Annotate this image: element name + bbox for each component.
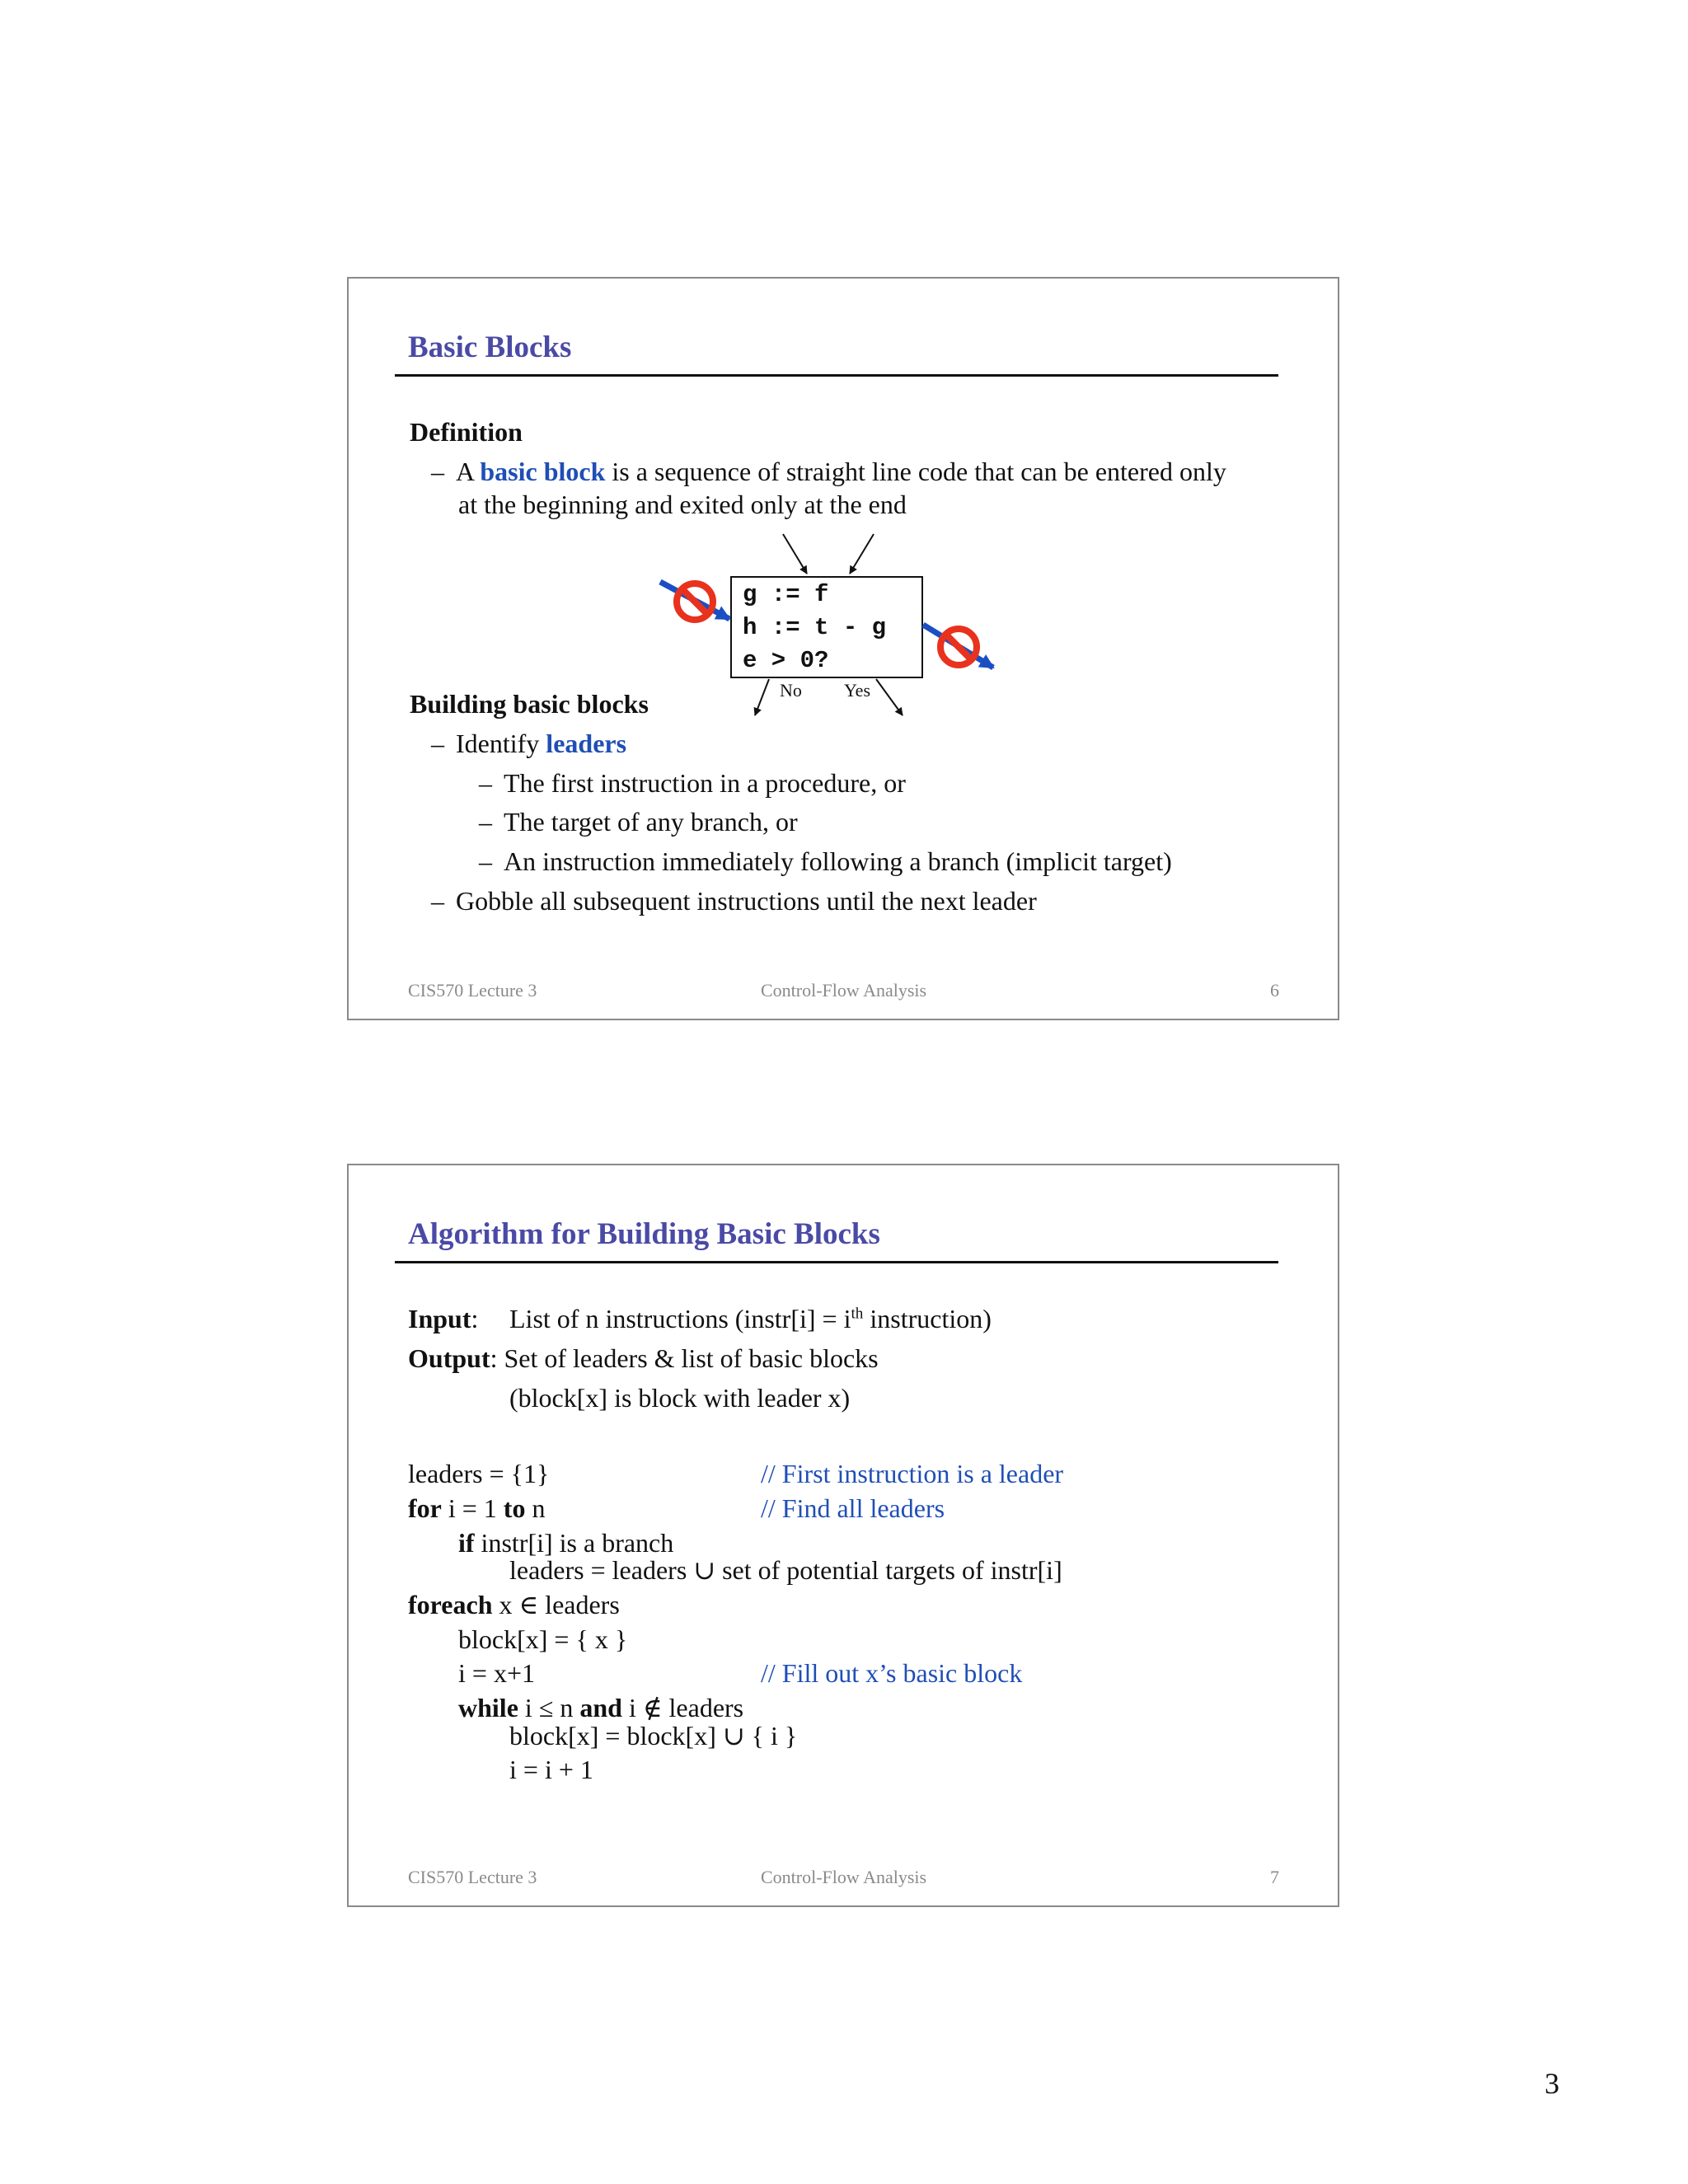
output-label: Output [408, 1343, 490, 1373]
input-sup: th [851, 1305, 864, 1323]
slide-basic-blocks [347, 277, 1339, 1020]
entry-arrow-right [850, 534, 874, 574]
slide-algorithm [347, 1164, 1339, 1907]
code-line-1: g := f [743, 581, 829, 608]
prohibit-icon-right [940, 629, 977, 665]
leader-rule-text: The first instruction in a procedure, or [504, 768, 906, 798]
code-text: i = 1 [441, 1493, 504, 1523]
input-line [408, 1305, 478, 1332]
leader-rule-1 [479, 770, 906, 796]
comment-first-leader: // First instruction is a leader [761, 1459, 1064, 1488]
page-number: 3 [1545, 2067, 1559, 2100]
code-text: i ∉ leaders [621, 1693, 744, 1722]
code-text: n [525, 1493, 546, 1523]
exit-arrow-yes [876, 679, 903, 715]
code-text: instr[i] is a branch [474, 1528, 674, 1558]
gobble-bullet [431, 888, 1037, 914]
title-rule [395, 1261, 1278, 1263]
code-block-init: block[x] = { x } [458, 1624, 628, 1654]
building-heading: Building basic blocks [410, 689, 649, 719]
code-text: i ≤ n [518, 1693, 580, 1722]
comment-fill-block: // Fill out x’s basic block [761, 1658, 1023, 1688]
input-text-a: List of n instructions (instr[i] = i [509, 1304, 851, 1333]
bullet-dash: – [479, 846, 492, 876]
identify-pre: Identify [456, 729, 546, 758]
code-text: x ∈ leaders [492, 1590, 620, 1619]
entry-arrow-left [783, 534, 807, 574]
identify-term: leaders [546, 729, 627, 758]
bullet-dash: – [431, 729, 444, 758]
definition-line2: at the beginning and exited only at the end [458, 490, 907, 519]
leader-rule-3 [479, 848, 1172, 874]
definition-pre: A [456, 457, 481, 486]
branch-yes-label: Yes [844, 680, 871, 701]
keyword-if: if [458, 1528, 475, 1558]
code-for-loop [408, 1495, 545, 1521]
code-block-union: block[x] = block[x] ∪ { i } [509, 1721, 798, 1750]
code-line-2: h := t - g [743, 614, 887, 641]
branch-no-label: No [780, 680, 802, 701]
code-line-3: e > 0? [743, 647, 829, 674]
footer-slide-number: 6 [1270, 980, 1279, 1001]
slide-title: Basic Blocks [408, 330, 572, 364]
bullet-dash: – [431, 457, 444, 486]
code-leaders-init: leaders = {1} [408, 1459, 550, 1488]
exit-arrow-no [755, 679, 769, 715]
footer-course: CIS570 Lecture 3 [408, 1867, 537, 1887]
footer-topic: Control-Flow Analysis [761, 1867, 927, 1887]
keyword-and: and [579, 1693, 622, 1722]
definition-term: basic block [480, 457, 606, 486]
leader-rule-text: An instruction immediately following a branch (implicit target) [504, 846, 1172, 876]
input-text-b: instruction) [863, 1304, 992, 1333]
definition-heading: Definition [410, 417, 523, 447]
input-text [509, 1305, 992, 1332]
identify-bullet [431, 730, 626, 757]
output-line2: (block[x] is block with leader x) [509, 1383, 851, 1413]
footer-slide-number: 7 [1270, 1867, 1279, 1887]
input-label: Input [408, 1304, 471, 1333]
code-if-branch [458, 1530, 673, 1556]
footer-topic: Control-Flow Analysis [761, 980, 927, 1001]
comment-find-leaders: // Find all leaders [761, 1493, 945, 1523]
prohibit-icon-left [677, 583, 713, 620]
leader-rule-2 [479, 808, 798, 835]
keyword-foreach: foreach [408, 1590, 493, 1619]
code-foreach [408, 1591, 620, 1618]
code-i-increment: i = i + 1 [509, 1755, 593, 1784]
input-colon: : [471, 1304, 479, 1333]
gobble-text: Gobble all subsequent instructions until the next leader [456, 886, 1037, 916]
keyword-while: while [458, 1693, 518, 1722]
bullet-dash: – [431, 886, 444, 916]
code-while [458, 1694, 743, 1721]
definition-post: is a sequence of straight line code that can be entered only [605, 457, 1226, 486]
output-text: : Set of leaders & list of basic blocks [490, 1343, 879, 1373]
leader-rule-text: The target of any branch, or [504, 807, 798, 837]
code-leaders-union: leaders = leaders ∪ set of potential targets of instr[i] [509, 1555, 1062, 1585]
slide-title: Algorithm for Building Basic Blocks [408, 1217, 880, 1251]
bullet-dash: – [479, 768, 492, 798]
output-line [408, 1345, 879, 1371]
keyword-to: to [503, 1493, 526, 1523]
code-i-init: i = x+1 [458, 1658, 535, 1688]
keyword-for: for [408, 1493, 442, 1523]
bullet-dash: – [479, 807, 492, 837]
footer-course: CIS570 Lecture 3 [408, 980, 537, 1001]
